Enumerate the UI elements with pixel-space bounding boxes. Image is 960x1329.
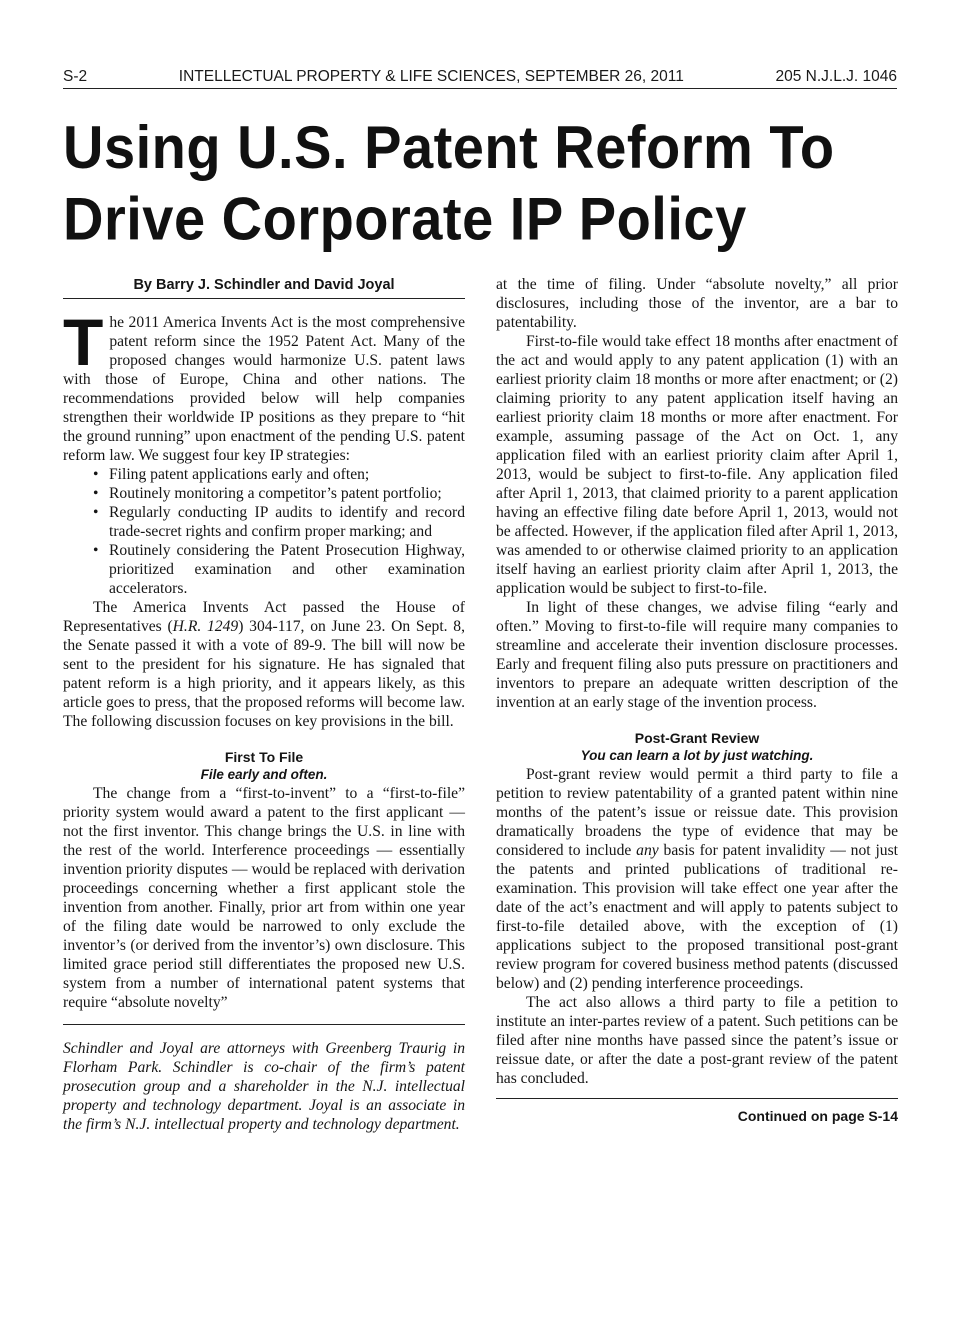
article-title bbox=[63, 112, 903, 255]
section-subheading-first-to-file: File early and often. bbox=[200, 767, 328, 782]
act-passage-text-b: ) 304-117, on June 23. On Sept. 8, the Senate passed it with a vote of 89-9. The bill will now be sent to the president for his signature. He has signaled that patent reform is a high priority, and it appears likely, as this article goes to press, that the proposed reforms will become law. The following discussion focuses on key provisions in the bill. bbox=[63, 618, 465, 730]
continuation-paragraph: at the time of filing. Under “absolute novelty,” all prior disclosures, including those of the inventor, are a bar to patentability. bbox=[496, 276, 898, 331]
first-to-file-effect-paragraph: First-to-file would take effect 18 months after enactment of the act and would apply to any patent application (1) with an earliest priority claim 18 months or more after enactment; or (2) claiming priority to any patent application itself having an earliest priority claim 18 months or more after enactment. For example, assuming passage of the Act on Oct. 1, any application filed with an earliest priority claim after April 1, 2013, would be subject to first-to-file. Any application filed after April 1, 2013, that claimed priority to a parent application having an effective filing date before April 1, 2013, would not be affected. However, if the application filed after April 1, 2013, was amended to or otherwise claimed priority to an application itself having an earliest priority claim after April 1, 2013, the application would be subject to first-to-file. bbox=[496, 333, 898, 597]
post-grant-text-b: basis for patent invalidity — not just the patents and printed publications of traditional re-examination. This provision will take effect one year after the date of the act’s enactment and will apply to patents subject to first-to-file detailed above, with the exception of (1) applications subject to the proposed transitional post-grant review program for covered business method patents (discussed below) and (2) pending interference proceedings. bbox=[496, 842, 898, 992]
act-passage-text-a: The America Invents Act passed the House of Representatives ( bbox=[63, 599, 465, 635]
left-column bbox=[63, 276, 465, 1134]
strategy-list bbox=[63, 465, 465, 598]
strategy-item: • Routinely considering the Patent Prosecution Highway, prioritized examination and other examination accelerators. bbox=[89, 541, 465, 598]
inter-partes-paragraph: The act also allows a third party to file a petition to institute an inter-partes review of a patent. Such petitions can be filed after nine months have passed since the patent’s issue or reissue date, or after the date a post-grant review of the patent has concluded. bbox=[496, 994, 898, 1087]
right-column bbox=[496, 275, 898, 1125]
strategy-item: • Regularly conducting IP audits to identify and record trade-secret rights and confirm proper marking; and bbox=[89, 503, 465, 541]
page-number: S-2 bbox=[63, 68, 88, 85]
post-grant-paragraph bbox=[496, 765, 898, 993]
section-heading-first-to-file: First To File bbox=[224, 749, 304, 765]
section-heading-post-grant: Post-Grant Review bbox=[634, 730, 760, 746]
strategy-item: • Filing patent applications early and often; bbox=[89, 465, 465, 484]
continued-link[interactable]: Continued on page S-14 bbox=[496, 1098, 898, 1125]
byline: By Barry J. Schindler and David Joyal bbox=[63, 276, 465, 299]
post-grant-emphasis: any bbox=[636, 842, 659, 859]
advice-paragraph: In light of these changes, we advise filing “early and often.” Moving to first-to-file will require many companies to streamline and accelerate their invention disclosure processes. Early and frequent filing also puts pressure on practitioners and inventors to prepare an adequate written description of the invention at an early stage of the invention process. bbox=[496, 599, 898, 711]
drop-cap: T bbox=[63, 305, 104, 379]
bill-number: H.R. 1249 bbox=[172, 618, 239, 635]
section-subheading-post-grant: You can learn a lot by just watching. bbox=[580, 748, 814, 763]
intro-paragraph bbox=[63, 305, 465, 465]
title-line-2: Drive Corporate IP Policy bbox=[63, 184, 747, 253]
title-line-1: Using U.S. Patent Reform To bbox=[63, 113, 835, 182]
section-title: INTELLECTUAL PROPERTY & LIFE SCIENCES, SEPTEMBER 26, 2011 bbox=[178, 68, 684, 85]
first-to-file-paragraph: The change from a “first-to-invent” to a “first-to-file” priority system would award a patent to the first applicant — not the first inventor. This change brings the U.S. in line with the rest of the world. Interference proceedings — essentially invention priority disputes — would be replaced with derivation proceedings concerning whether a first applicant stole the invention from another. Finally, prior art from within one year of the filing date would be narrowed to only exclude the inventor’s (or derived from the inventor’s) own disclosure. This limited grace period still differentiates the proposed new U.S. system from a number of international patent systems that require “absolute novelty” bbox=[63, 785, 465, 1011]
citation: 205 N.J.L.J. 1046 bbox=[775, 68, 897, 85]
strategy-item: • Routinely monitoring a competitor’s patent portfolio; bbox=[89, 484, 465, 503]
intro-text: he 2011 America Invents Act is the most comprehensive patent reform since the 1952 Patent Act. Many of the proposed changes would harmonize U.S. patent laws with those of Europe, China and other nations. The recommendations provided below will help companies strengthen their worldwide IP positions as they prepare to “hit the ground running” upon enactment of the pending U.S. patent reform law. We suggest four key IP strategies: bbox=[63, 314, 465, 464]
running-header bbox=[63, 64, 897, 89]
post-grant-text-a: Post-grant review would permit a third party to file a petition to review patentability of a granted patent within nine months of the patent’s issue or reissue date. This provision dramatically broadens the type of evidence that may be considered to include bbox=[496, 766, 898, 859]
act-passage-paragraph bbox=[63, 598, 465, 731]
author-bio: Schindler and Joyal are attorneys with Greenberg Traurig in Florham Park. Schindler is co-chair of the firm’s patent prosecution group and a shareholder in the N.J. intellectual property and technology department. Joyal is an associate in the firm’s N.J. intellectual property and technology department. bbox=[63, 1024, 465, 1134]
